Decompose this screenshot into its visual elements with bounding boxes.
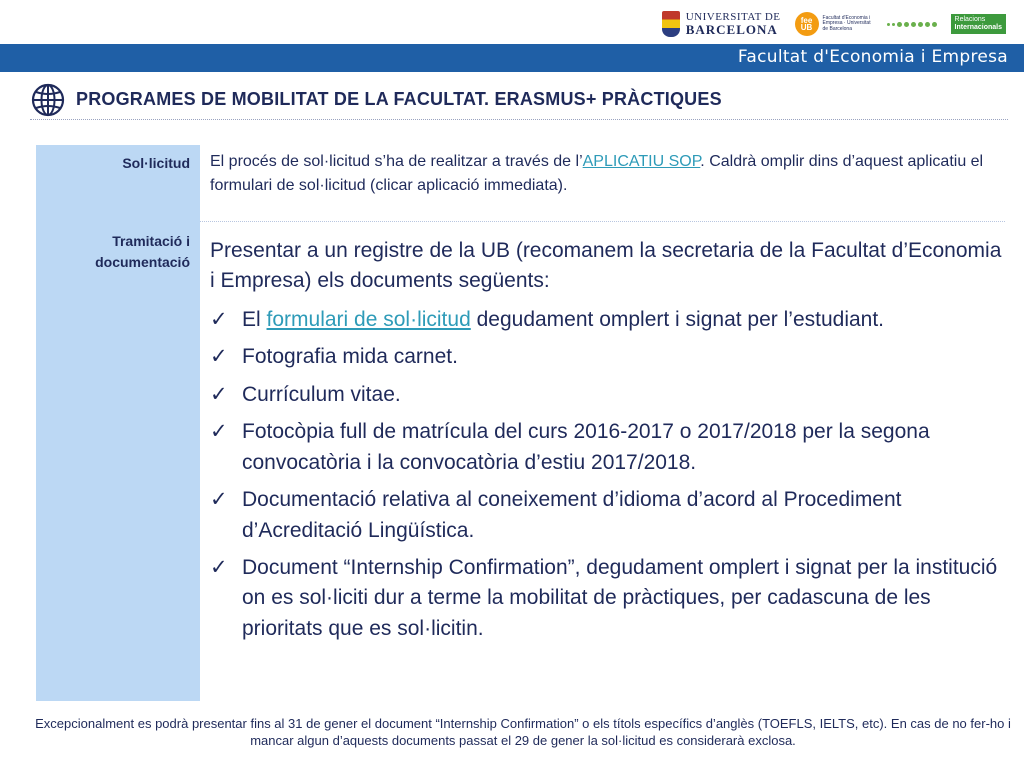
- faculty-name: Facultat d'Economia i Empresa: [737, 47, 1008, 67]
- documents-list: [210, 305, 1005, 644]
- ri-logo-line2: Internacionals: [954, 24, 1002, 31]
- tramitacio-intro: Presentar a un registre de la UB (recomanem la secretaria de la Facultat d’Economia i Empresa) els documents següents:: [210, 239, 1002, 293]
- label-solicitud: Sol·licitud: [122, 155, 190, 171]
- list-item: ✓ Currículum vitae.: [210, 380, 1005, 410]
- check-icon: ✓: [210, 307, 228, 331]
- list-item: ✓ Documentació relativa al coneixement d’idioma d’acord al Procediment d’Acreditació Lingüística.: [210, 485, 1005, 546]
- header-bar: [0, 44, 1024, 72]
- check-icon: ✓: [210, 382, 228, 406]
- fee-logo: [795, 12, 873, 36]
- list-item: ✓ Fotocòpia full de matrícula del curs 2016-2017 o 2017/2018 per la segona convocatòria i la convocatòria d’estiu 2017/2018.: [210, 417, 1005, 478]
- ub-logo-line1: UNIVERSITAT DE: [685, 11, 781, 23]
- label-tramitacio: Tramitació i documentació: [95, 233, 190, 270]
- label-column: [36, 145, 200, 701]
- formulari-solicitud-link[interactable]: formulari de sol·licitud: [266, 307, 471, 331]
- check-icon: ✓: [210, 345, 228, 369]
- solicitud-text: El procés de sol·licitud s’ha de realitzar a través de l’APLICATIU SOP. Caldrà omplir dins d’aquest aplicatiu el formulari de sol·licitud (clicar aplicació immediata).: [210, 153, 984, 194]
- tramitacio-content: [210, 236, 1005, 651]
- fee-logo-text: Facultat d'Economia i Empresa · Universitat de Barcelona: [822, 14, 871, 32]
- dots-logo-icon: [887, 22, 937, 27]
- ri-logo-line1: Relacions: [954, 16, 986, 24]
- ub-shield-icon: [662, 11, 680, 37]
- check-icon: ✓: [210, 420, 228, 444]
- page-title: PROGRAMES DE MOBILITAT DE LA FACULTAT. ERASMUS+ PRÀCTIQUES: [76, 89, 722, 109]
- check-icon: ✓: [210, 555, 228, 579]
- globe-icon: [30, 82, 66, 118]
- list-item: ✓ Fotografia mida carnet.: [210, 342, 1005, 372]
- relacions-internacionals-logo: [951, 14, 1006, 33]
- section-divider: [200, 221, 1005, 222]
- list-item: ✓ El formulari de sol·licitud degudament omplert i signat per l’estudiant.: [210, 305, 1005, 335]
- title-row: [30, 80, 1008, 120]
- check-icon: ✓: [210, 488, 228, 512]
- fee-circle-icon: fee UB: [795, 12, 819, 36]
- footer-note: Excepcionalment es podrà presentar fins al 31 de gener el document “Internship Confirmation” o els títols específics d’anglès (TOEFLS, IELTS, etc). En cas de no fer-ho i mancar algun d’aquests documents passat el 29 de gener la sol·licitud es considerarà exclosa.: [35, 716, 1011, 748]
- aplicatiu-sop-link[interactable]: APLICATIU SOP: [582, 153, 701, 170]
- ub-logo-line2: BARCELONA: [685, 22, 778, 37]
- logo-strip: [662, 8, 1006, 40]
- ub-logo: [662, 11, 781, 37]
- list-item: ✓ Document “Internship Confirmation”, degudament omplert i signat per la institució on es sol·liciti dur a terme la mobilitat de pràctiques, per cadascuna de les prioritats que es sol·licitin.: [210, 553, 1005, 644]
